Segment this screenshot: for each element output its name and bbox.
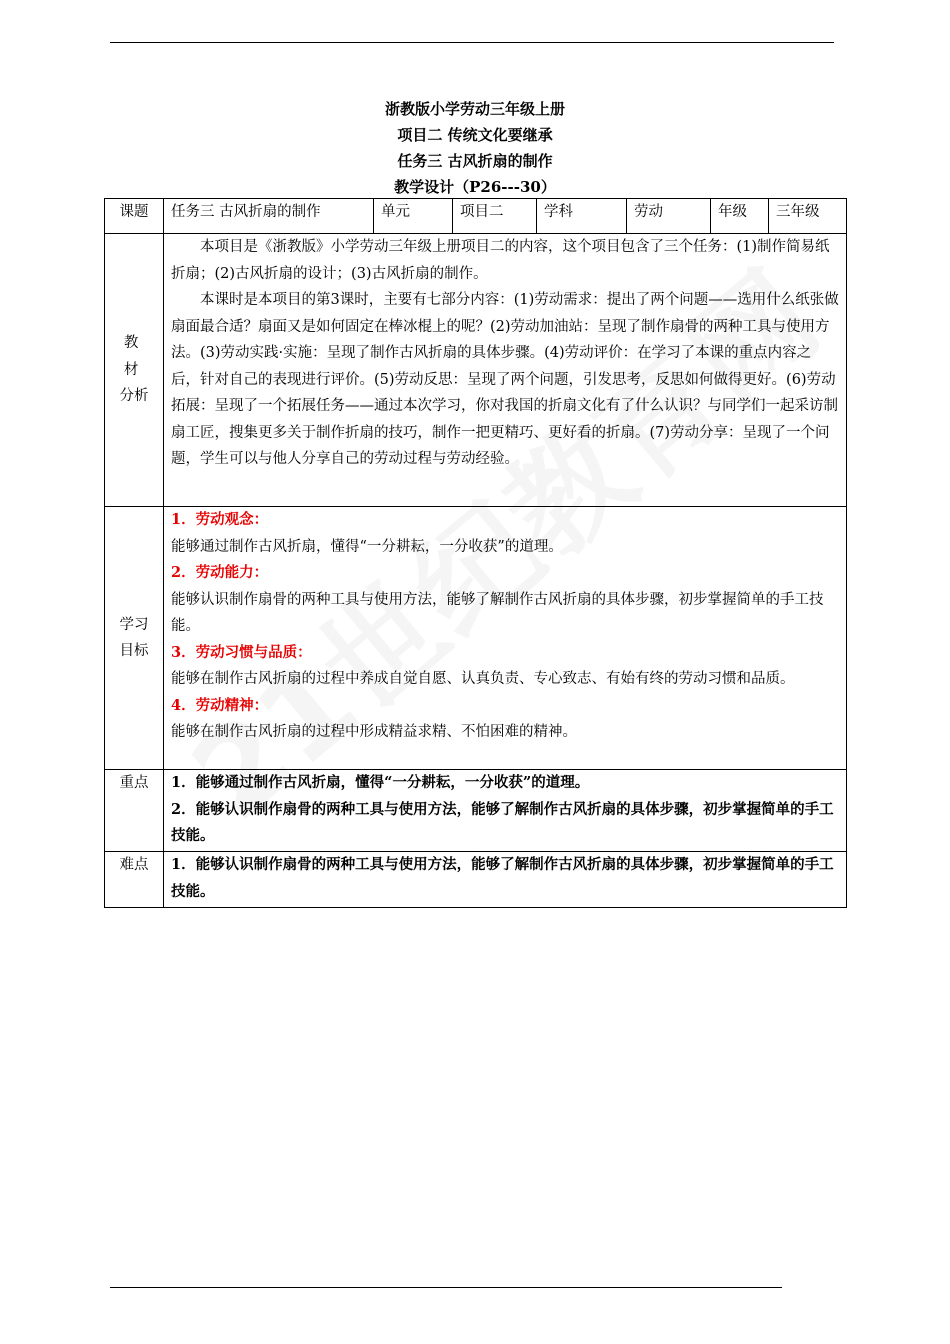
difficulties-row [105, 852, 847, 908]
objective-heading: 4．劳动精神： [171, 696, 269, 714]
footer-rule [110, 1287, 782, 1288]
key-points-label: 重点 [105, 770, 164, 852]
subject-value: 劳动 [627, 199, 711, 234]
objectives-label: 学习 目标 [105, 507, 164, 770]
key-points-row [105, 770, 847, 852]
info-row [105, 199, 847, 234]
unit-value: 项目二 [453, 199, 537, 234]
key-points-content [164, 770, 847, 852]
title-project: 项目二 传统文化要继承 [397, 126, 553, 144]
analysis-paragraph-2: 本课时是本项目的第3课时，主要有七部分内容：(1)劳动需求：提出了两个问题——选用什么纸张做扇面最合适？扇面又是如何固定在棒冰棍上的呢？(2)劳动加油站：呈现了制作扇骨的两种工具与使用方法。(3)劳动实践·实施：呈现了制作古风折扇的具体步骤。(4)劳动评价：在学习了本课的重点内容之后，针对自己的表现进行评价。(5)劳动反思：呈现了两个问题，引发思考，反思如何做得更好。(6)劳动拓展：呈现了一个拓展任务——通过本次学习，你对我国的折扇文化有了什么认识？与同学们一起采访制扇工匠，搜集更多关于制作折扇的技巧，制作一把更精巧、更好看的折扇。(7)劳动分享：呈现了一个问题，学生可以与他人分享自己的劳动过程与劳动经验。 [171, 292, 839, 467]
topic-label: 课题 [105, 199, 164, 234]
difficulties-content [164, 852, 847, 908]
title-textbook: 浙教版小学劳动三年级上册 [384, 100, 565, 118]
analysis-label: 教 材 分析 [105, 234, 164, 507]
objectives-content [164, 507, 847, 770]
objective-text: 能够在制作古风折扇的过程中养成自觉自愿、认真负责、专心致志、有始有终的劳动习惯和品质。 [171, 671, 795, 687]
topic-value: 任务三 古风折扇的制作 [164, 199, 374, 234]
header-rule [110, 42, 834, 43]
subject-label: 学科 [537, 199, 627, 234]
key-point-item: 1．能够通过制作古风折扇，懂得“一分耕耘，一分收获”的道理。 [171, 774, 590, 791]
objective-heading: 1．劳动观念： [171, 511, 269, 528]
objective-heading: 3．劳动习惯与品质： [171, 643, 312, 661]
title-task: 任务三 古风折扇的制作 [397, 152, 553, 170]
analysis-row [105, 234, 847, 507]
analysis-content [164, 234, 847, 507]
objective-text: 能够通过制作古风折扇，懂得“一分耕耘，一分收获”的道理。 [171, 538, 563, 555]
analysis-paragraph-1: 本项目是《浙教版》小学劳动三年级上册项目二的内容，这个项目包含了三个任务：(1)制作简易纸折扇；(2)古风折扇的设计；(3)古风折扇的制作。 [171, 239, 830, 282]
key-point-item: 2．能够认识制作扇骨的两种工具与使用方法，能够了解制作古风折扇的具体步骤，初步掌握简单的手工技能。 [171, 800, 834, 844]
objective-heading: 2．劳动能力： [171, 564, 269, 581]
difficulty-item: 1．能够认识制作扇骨的两种工具与使用方法，能够了解制作古风折扇的具体步骤，初步掌握简单的手工技能。 [171, 856, 834, 900]
objective-text: 能够认识制作扇骨的两种工具与使用方法，能够了解制作古风折扇的具体步骤，初步掌握简单的手工技能。 [171, 591, 824, 634]
unit-label: 单元 [374, 199, 453, 234]
objectives-row [105, 507, 847, 770]
grade-value: 三年级 [769, 199, 847, 234]
document-title-block [0, 96, 950, 200]
grade-label: 年级 [711, 199, 769, 234]
lesson-plan-table [104, 198, 847, 908]
difficulties-label: 难点 [105, 852, 164, 908]
title-design: 教学设计（P26---30） [394, 178, 556, 196]
objective-text: 能够在制作古风折扇的过程中形成精益求精、不怕困难的精神。 [171, 724, 577, 740]
